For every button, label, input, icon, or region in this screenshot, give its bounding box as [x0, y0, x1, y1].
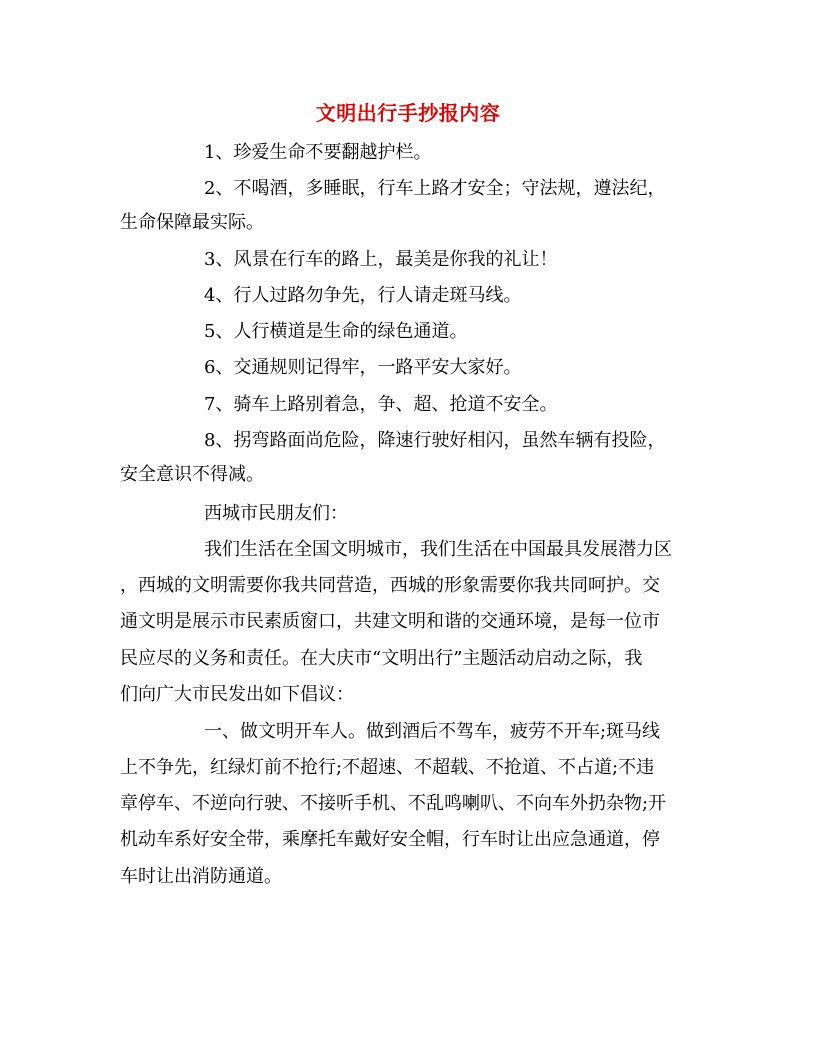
paragraph-line: 民应尽的义务和责任。在大庆市“文明出行”主题活动启动之际，我 [120, 648, 643, 669]
document-title: 文明出行手抄报内容 [315, 101, 501, 125]
paragraph-line: 上不争先，红绿灯前不抢行;不超速、不超载、不抢道、不占道;不违 [120, 757, 655, 778]
paragraph-line: 西城市民朋友们： [204, 503, 348, 524]
paragraph-line: 通文明是展示市民素质窗口，共建文明和谐的交通环境，是每一位市 [120, 611, 660, 632]
paragraph-line: 7、骑车上路别着急，争、超、抢道不安全。 [204, 394, 558, 415]
paragraph-line: 6、交通规则记得牢，一路平安大家好。 [204, 357, 522, 378]
paragraph-line: 2、不喝酒，多睡眠，行车上路才安全；守法规，遵法纪， [204, 178, 666, 199]
paragraph-line: 们向广大市民发出如下倡议： [120, 684, 354, 705]
paragraph-line: 安全意识不得减。 [120, 464, 264, 485]
paragraph-line: 生命保障最实际。 [120, 212, 264, 233]
paragraph-line: 3、风景在行车的路上，最美是你我的礼让！ [204, 249, 558, 270]
paragraph-line: 车时让出消防通道。 [120, 866, 282, 887]
paragraph-line: 4、行人过路勿争先，行人请走斑马线。 [204, 285, 522, 306]
paragraph-line: 章停车、不逆向行驶、不接听手机、不乱鸣喇叭、不向车外扔杂物;开 [120, 793, 667, 814]
paragraph-line: 一、做文明开车人。做到酒后不驾车，疲劳不开车;斑马线 [204, 721, 661, 742]
paragraph-line: 5、人行横道是生命的绿色通道。 [204, 321, 468, 342]
paragraph-line: 我们生活在全国文明城市，我们生活在中国最具发展潜力区 [204, 539, 672, 560]
paragraph-line: 机动车系好安全带，乘摩托车戴好安全帽，行车时让出应急通道，停 [120, 829, 660, 850]
paragraph-line: 1、珍爱生命不要翻越护栏。 [204, 142, 432, 163]
paragraph-line: ，西城的文明需要你我共同营造，西城的形象需要你我共同呵护。交 [120, 575, 660, 596]
paragraph-line: 8、拐弯路面尚危险，降速行驶好相闪，虽然车辆有投险， [204, 430, 666, 451]
